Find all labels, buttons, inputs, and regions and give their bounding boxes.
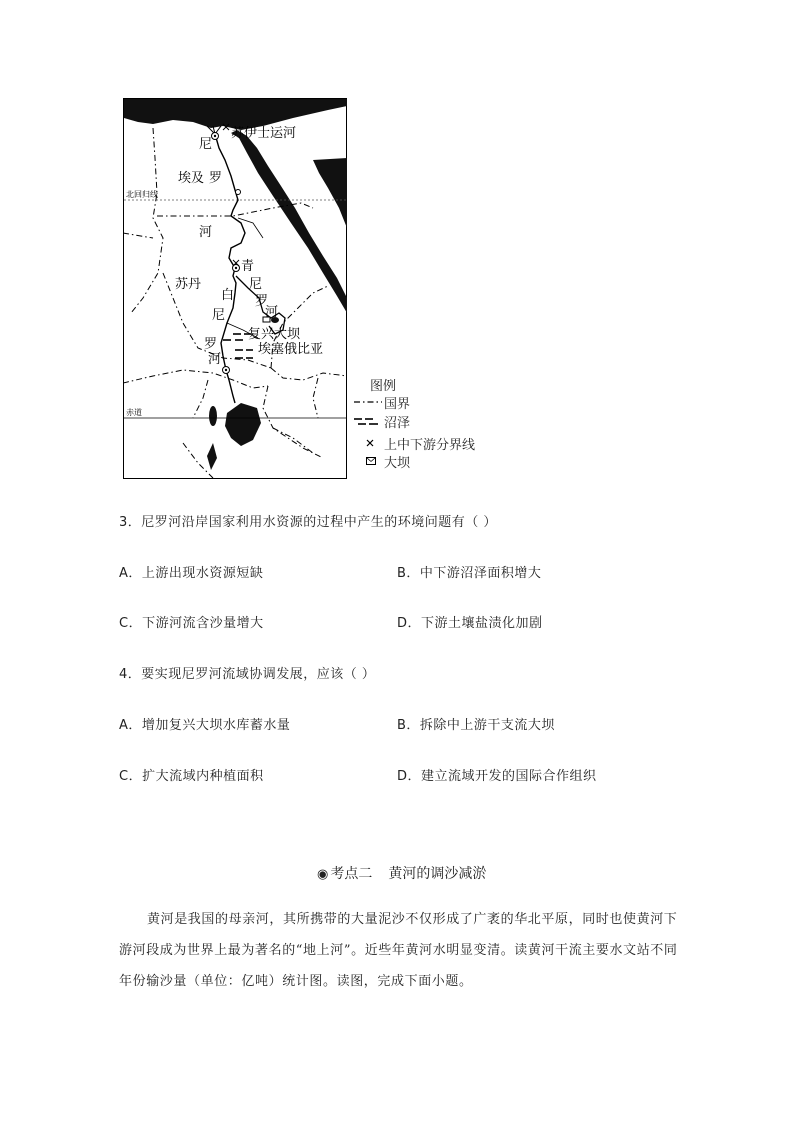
question-3-option-a[interactable]: A．上游出现水资源短缺 xyxy=(119,566,264,581)
lake-albert xyxy=(209,406,217,426)
map-label-ni-top: 尼 xyxy=(199,136,213,151)
section-bullet-icon: ◉ xyxy=(317,867,329,882)
legend-label-dam: 大坝 xyxy=(384,455,411,471)
map-label-equator: 赤道 xyxy=(126,408,142,417)
aswan-city xyxy=(236,190,241,195)
question-3-option-b[interactable]: B．中下游沼泽面积增大 xyxy=(397,566,542,581)
cairo-dot xyxy=(214,135,216,137)
section-heading xyxy=(317,863,486,883)
swamp-icon xyxy=(354,416,384,426)
nile-basin-map xyxy=(123,98,347,479)
question-4-option-c[interactable]: C．扩大流域内种植面积 xyxy=(119,769,264,784)
question-3-stem: 3．尼罗河沿岸国家利用水资源的过程中产生的环境问题有（ ） xyxy=(119,515,497,530)
question-4-option-b[interactable]: B．拆除中上游干支流大坝 xyxy=(397,718,555,733)
legend-label-division: 上中下游分界线 xyxy=(384,437,476,453)
map-label-dam: 复兴大坝 xyxy=(248,326,301,341)
map-label-ni-blue: 尼 xyxy=(249,276,263,291)
question-4-stem: 4．要实现尼罗河流域协调发展，应该（ ） xyxy=(119,667,376,682)
map-label-egypt: 埃及 xyxy=(178,170,205,185)
section-name: 考点二 xyxy=(330,866,373,882)
legend-item-border xyxy=(354,393,410,411)
question-4-option-a[interactable]: A．增加复兴大坝水库蓄水量 xyxy=(119,718,291,733)
map-label-bai: 白 xyxy=(221,287,235,302)
dam-icon xyxy=(354,457,384,465)
border-line-icon xyxy=(354,399,384,405)
map-label-he-white: 河 xyxy=(208,351,222,366)
map-label-he-blue: 河 xyxy=(265,304,279,319)
map-label-ethiopia: 埃塞俄比亚 xyxy=(258,341,324,356)
map-label-luo: 罗 xyxy=(209,170,223,185)
question-4-option-d[interactable]: D．建立流域开发的国际合作组织 xyxy=(397,769,597,784)
legend-item-division xyxy=(354,434,475,452)
map-label-suez: 苏伊士运河 xyxy=(231,125,297,140)
map-label-qing: 青 xyxy=(241,258,255,273)
legend-item-swamp xyxy=(354,412,410,430)
section-title: 黄河的调沙减淤 xyxy=(388,866,487,882)
intro-paragraph: 黄河是我国的母亲河，其所携带的大量泥沙不仅形成了广袤的华北平原，同时也使黄河下游河段成为世界上最为著名的“地上河”。近些年黄河水明显变清。读黄河干流主要水文站不同年份输沙量（单位：亿吨）统计图。读图，完成下面小题。 xyxy=(119,912,678,989)
cross-icon xyxy=(354,439,384,447)
question-3-option-d[interactable]: D．下游土壤盐渍化加剧 xyxy=(397,616,543,631)
map-label-he: 河 xyxy=(199,224,213,239)
map-label-ni-white: 尼 xyxy=(212,307,226,322)
legend-title: 图例 xyxy=(370,379,397,394)
legend-label-swamp: 沼泽 xyxy=(384,415,411,431)
legend-item-dam xyxy=(354,452,410,470)
question-3-option-c[interactable]: C．下游河流含沙量增大 xyxy=(119,616,264,631)
map-legend xyxy=(354,375,524,475)
map-label-tropic: 北回归线 xyxy=(126,190,158,199)
khartoum-dot xyxy=(235,267,237,269)
map-svg xyxy=(123,98,347,479)
map-label-luo-blue: 罗 xyxy=(255,293,269,308)
map-label-luo-white: 罗 xyxy=(204,336,218,351)
legend-label-border: 国界 xyxy=(384,396,411,412)
map-label-sudan: 苏丹 xyxy=(175,276,202,291)
juba-dot xyxy=(225,369,227,371)
